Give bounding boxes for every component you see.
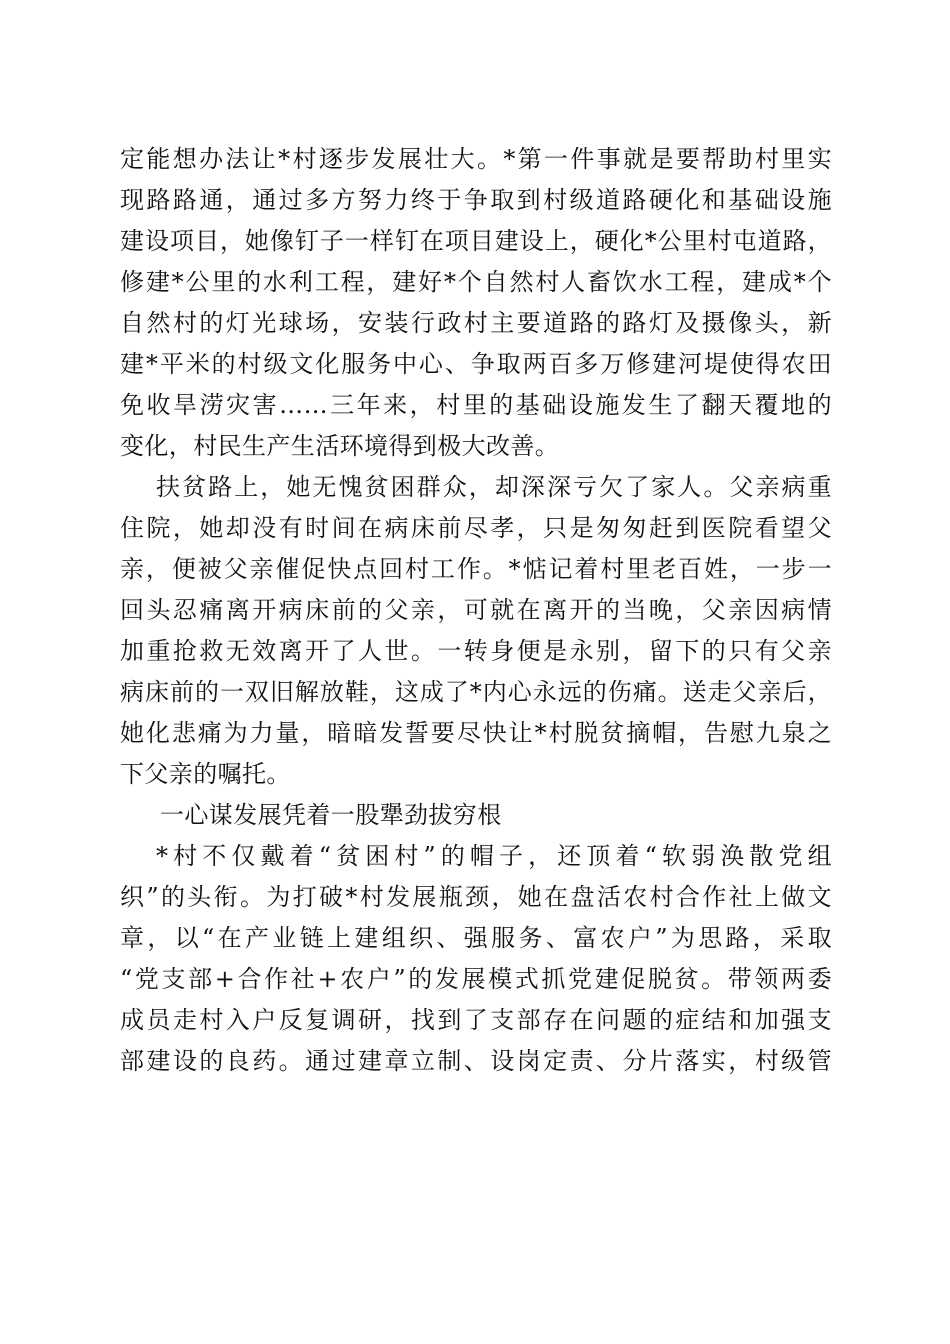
paragraph-line: *村不仅戴着“贫困村”的帽子，还顶着“软弱涣散党组 xyxy=(156,842,832,870)
paragraph-line: 她化悲痛为力量，暗暗发誓要尽快让*村脱贫摘帽，告慰九泉之 xyxy=(120,719,832,747)
paragraph-line: 下父亲的嘱托。 xyxy=(120,760,291,788)
paragraph-line: 自然村的灯光球场，安装行政村主要道路的路灯及摄像头，新 xyxy=(120,309,832,337)
paragraph-line: 变化，村民生产生活环境得到极大改善。 xyxy=(120,432,560,460)
paragraph-line: 定能想办法让*村逐步发展壮大。*第一件事就是要帮助村里实 xyxy=(120,145,832,173)
paragraph-line: 扶贫路上，她无愧贫困群众，却深深亏欠了家人。父亲病重 xyxy=(156,473,832,501)
section-heading: 一心谋发展凭着一股犟劲拔穷根 xyxy=(160,801,502,829)
paragraph-line: 章，以“在产业链上建组织、强服务、富农户”为思路，采取 xyxy=(120,924,832,952)
paragraph-line: 成员走村入户反复调研，找到了支部存在问题的症结和加强支 xyxy=(120,1006,832,1034)
paragraph-line: 住院，她却没有时间在病床前尽孝，只是匆匆赶到医院看望父 xyxy=(120,514,832,542)
paragraph-line: 织”的头衔。为打破*村发展瓶颈，她在盘活农村合作社上做文 xyxy=(120,883,832,911)
paragraph-line: 修建*公里的水利工程，建好*个自然村人畜饮水工程，建成*个 xyxy=(120,268,832,296)
paragraph-line: 免收旱涝灾害……三年来，村里的基础设施发生了翻天覆地的 xyxy=(120,391,832,419)
paragraph-line: 加重抢救无效离开了人世。一转身便是永别，留下的只有父亲 xyxy=(120,637,832,665)
paragraph-line: 现路路通，通过多方努力终于争取到村级道路硬化和基础设施 xyxy=(120,186,832,214)
paragraph-line: “党支部+合作社+农户”的发展模式抓党建促脱贫。带领两委 xyxy=(120,965,832,993)
document-body xyxy=(120,139,832,1082)
paragraph-line: 建*平米的村级文化服务中心、争取两百多万修建河堤使得农田 xyxy=(120,350,832,378)
paragraph-line: 建设项目，她像钉子一样钉在项目建设上，硬化*公里村屯道路， xyxy=(120,227,832,255)
paragraph-line: 亲，便被父亲催促快点回村工作。*惦记着村里老百姓，一步一 xyxy=(120,555,832,583)
paragraph-line: 回头忍痛离开病床前的父亲，可就在离开的当晚，父亲因病情 xyxy=(120,596,832,624)
paragraph-line: 病床前的一双旧解放鞋，这成了*内心永远的伤痛。送走父亲后， xyxy=(120,678,832,706)
paragraph-line: 部建设的良药。通过建章立制、设岗定责、分片落实，村级管 xyxy=(120,1047,832,1075)
